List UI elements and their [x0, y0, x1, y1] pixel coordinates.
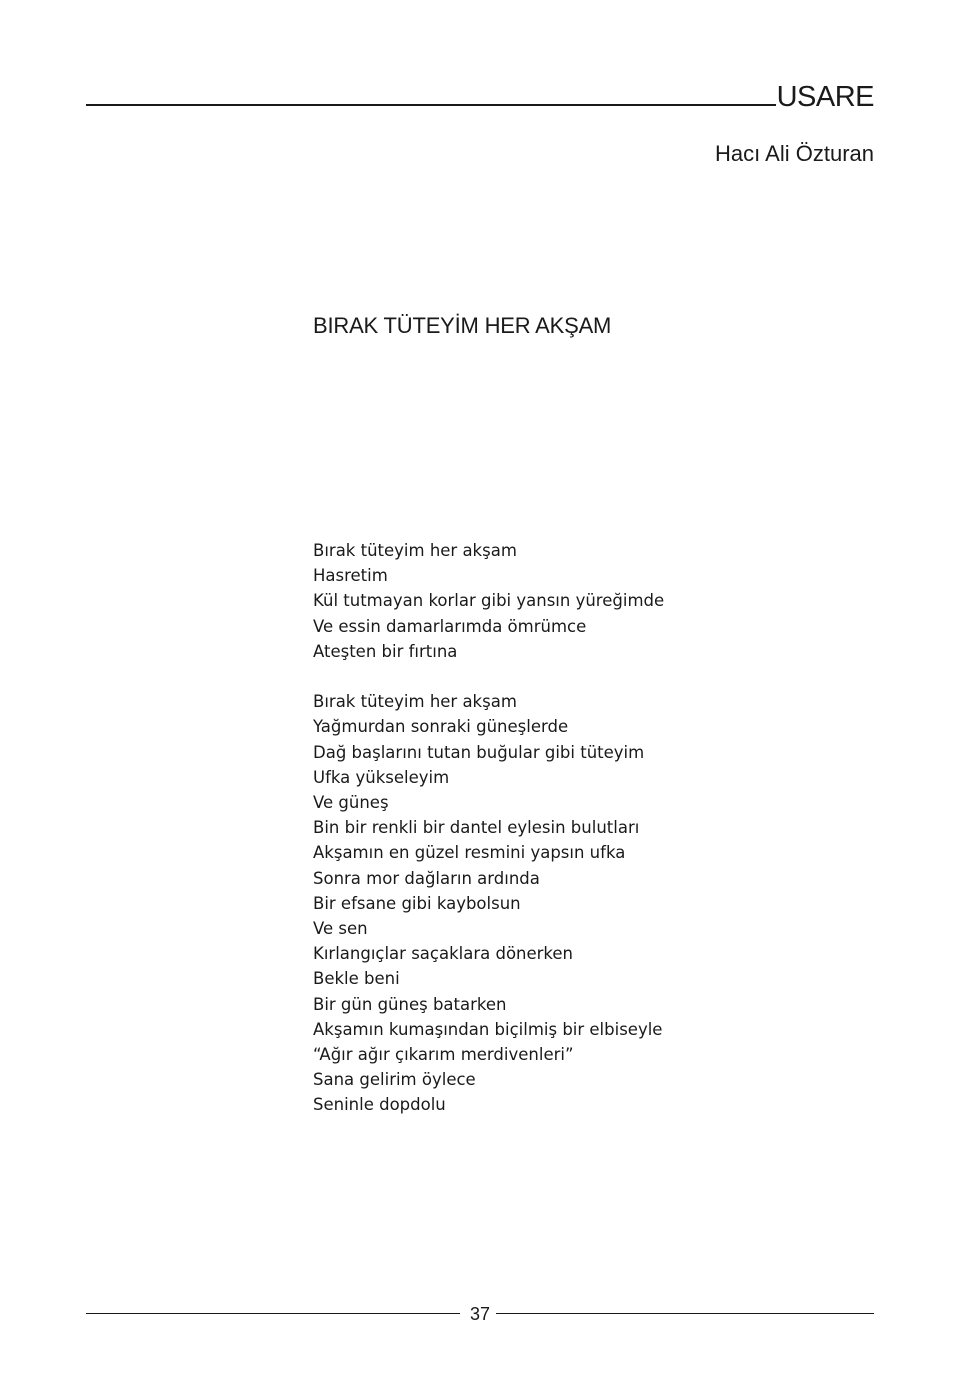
poem-line: Bırak tüteyim her akşam: [313, 692, 517, 712]
magazine-name: USARE: [776, 81, 874, 113]
poem-line: Hasretim: [313, 566, 388, 586]
poem-line: Sana gelirim öylece: [313, 1070, 476, 1090]
footer-rule: [496, 1313, 874, 1314]
stanza: [313, 689, 813, 1117]
poem-title: BIRAK TÜTEYİM HER AKŞAM: [313, 313, 612, 338]
poem-line: Ve güneş: [313, 793, 389, 813]
page-number: 37: [469, 1304, 491, 1324]
poem-line: Seninle dopdolu: [313, 1095, 446, 1115]
poem-line: Akşamın en güzel resmini yapsın ufka: [313, 843, 626, 863]
poem-body: [313, 538, 813, 1143]
poem-line: Kül tutmayan korlar gibi yansın yüreğimde: [313, 591, 665, 611]
poem-line: Bekle beni: [313, 969, 400, 989]
poem-line: Bir gün güneş batarken: [313, 994, 507, 1014]
poem-line: Sonra mor dağların ardında: [313, 868, 540, 888]
poem-line: Ve essin damarlarımda ömrümce: [313, 616, 587, 636]
poem-line: Bin bir renkli bir dantel eylesin bulutları: [313, 818, 640, 838]
poem-line: Kırlangıçlar saçaklara dönerken: [313, 944, 574, 964]
footer-rule: [86, 1313, 460, 1314]
author-name: Hacı Ali Özturan: [715, 141, 874, 166]
poem-line: Ufka yükseleyim: [313, 767, 450, 787]
stanza: [313, 538, 813, 664]
page-footer: [86, 1302, 874, 1326]
poem-line: “Ağır ağır çıkarım merdivenleri”: [313, 1045, 574, 1065]
poem-line: Bir efsane gibi kaybolsun: [313, 893, 521, 913]
poem-line: Ve sen: [313, 919, 368, 939]
poem-line: Akşamın kumaşından biçilmiş bir elbiseyle: [313, 1019, 663, 1039]
poem-line: Dağ başlarını tutan buğular gibi tüteyim: [313, 742, 645, 762]
poem-line: Yağmurdan sonraki güneşlerde: [313, 717, 569, 737]
poem-line: Bırak tüteyim her akşam: [313, 541, 517, 560]
poem-line: Ateşten bir fırtına: [313, 641, 458, 661]
header-rule: [86, 104, 776, 106]
